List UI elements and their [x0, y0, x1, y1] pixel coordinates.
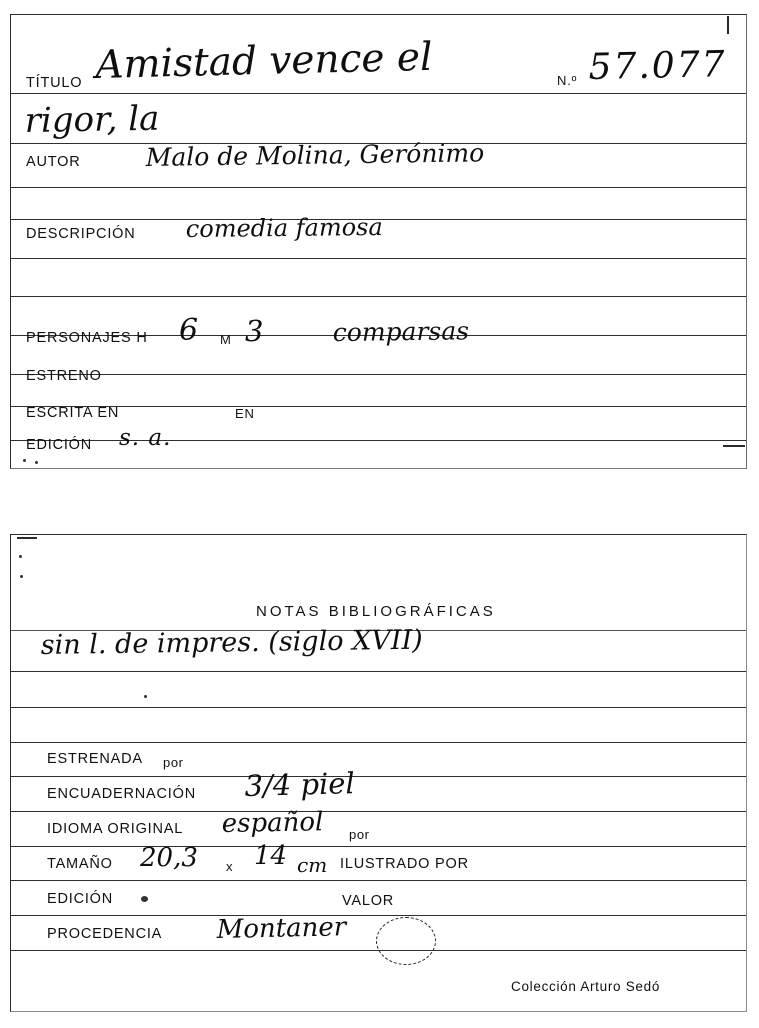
- catalog-card-top: [10, 14, 747, 469]
- value-tamano-alto: 20,3: [140, 843, 198, 873]
- label-estrenada: ESTRENADA: [47, 751, 143, 767]
- label-titulo: TÍTULO: [26, 75, 83, 91]
- rule-line: [11, 296, 746, 297]
- stamp-circle: [376, 917, 436, 965]
- value-numero: 57.077: [588, 44, 727, 88]
- value-edicion: s. a.: [119, 425, 172, 451]
- notes-title: NOTAS BIBLIOGRÁFICAS: [256, 603, 496, 620]
- label-ilustrado-por: ILUSTRADO POR: [340, 856, 469, 872]
- value-idioma-original: español: [221, 807, 324, 839]
- value-encuadernacion: 3/4 piel: [244, 766, 356, 803]
- rule-line: [11, 915, 746, 916]
- rule-line: [11, 776, 746, 777]
- label-personajes: PERSONAJES H: [26, 330, 148, 346]
- rule-line: [11, 258, 746, 259]
- label-personajes-m: M: [220, 332, 232, 347]
- label-escrita-en-2: EN: [235, 406, 255, 421]
- label-estreno: ESTRENO: [26, 368, 102, 384]
- label-procedencia: PROCEDENCIA: [47, 926, 163, 942]
- scan-speck: [19, 555, 22, 558]
- rule-line: [11, 742, 746, 743]
- label-edicion: EDICIÓN: [26, 437, 93, 453]
- value-titulo-line1: Amistad vence el: [94, 34, 433, 88]
- edge-mark: [727, 16, 729, 34]
- label-encuadernacion: ENCUADERNACIÓN: [47, 786, 196, 802]
- edge-mark: [723, 445, 745, 447]
- catalog-card-bottom: [10, 534, 747, 1012]
- value-autor: Malo de Molina, Gerónimo: [145, 138, 485, 172]
- value-descripcion: comedia famosa: [185, 212, 383, 243]
- scan-speck: [23, 459, 26, 462]
- label-descripcion: DESCRIPCIÓN: [26, 226, 136, 242]
- label-numero: N.º: [557, 73, 578, 88]
- rule-line: [11, 406, 746, 407]
- rule-line: [11, 671, 746, 672]
- label-idioma-por: por: [349, 827, 370, 842]
- value-personajes-h: 6: [179, 313, 199, 348]
- value-personajes-extra: comparsas: [332, 316, 470, 347]
- label-idioma-original: IDIOMA ORIGINAL: [47, 821, 184, 837]
- rule-line: [11, 811, 746, 812]
- rule-line: [11, 880, 746, 881]
- label-estrenada-por: por: [163, 755, 184, 770]
- scan-speck: [20, 575, 23, 578]
- value-notes: sin l. de impres. (siglo XVII): [40, 624, 423, 661]
- rule-line: [11, 93, 746, 94]
- label-escrita-en: ESCRITA EN: [26, 405, 120, 421]
- value-procedencia: Montaner: [216, 912, 347, 945]
- scan-speck: [144, 695, 147, 698]
- ink-blot: [141, 896, 148, 902]
- label-autor: AUTOR: [26, 154, 81, 170]
- rule-line: [11, 707, 746, 708]
- label-valor: VALOR: [342, 893, 395, 909]
- rule-line: [11, 187, 746, 188]
- rule-line: [11, 374, 746, 375]
- value-personajes-m: 3: [245, 314, 264, 348]
- scan-speck: [35, 461, 38, 464]
- value-tamano-unidad: cm: [297, 853, 328, 877]
- label-tamano: TAMAÑO: [47, 856, 113, 872]
- label-edicion-bottom: EDICIÓN: [47, 891, 114, 907]
- value-tamano-ancho: 14: [254, 841, 288, 871]
- edge-mark: [17, 537, 37, 539]
- label-tamano-x: x: [226, 859, 234, 874]
- value-titulo-line2: rigor, la: [24, 98, 160, 141]
- rule-line: [11, 846, 746, 847]
- collection-note: Colección Arturo Sedó: [511, 979, 661, 994]
